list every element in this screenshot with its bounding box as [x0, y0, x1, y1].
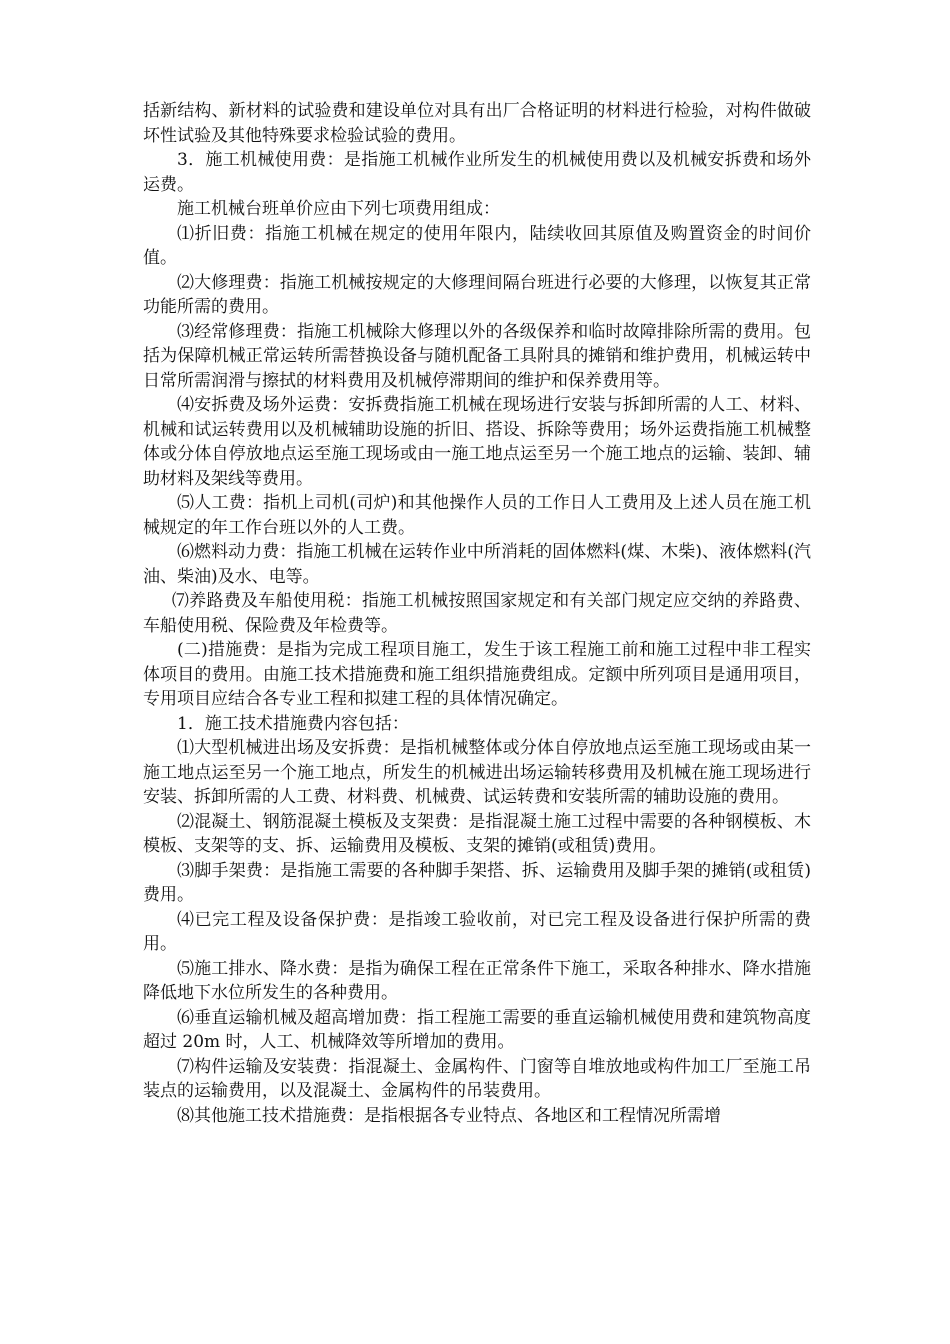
paragraph-machinery-fee: 3．施工机械使用费：是指施工机械作业所发生的机械使用费以及机械安拆费和场外运费。 — [143, 150, 811, 195]
paragraph-protection: ⑷已完工程及设备保护费：是指竣工验收前，对已完工程及设备进行保护所需的费用。 — [143, 909, 811, 954]
paragraph-continuation: 括新结构、新材料的试验费和建设单位对具有出厂合格证明的材料进行检验，对构件做破坏性试验及其他特殊要求检验试验的费用。 — [143, 101, 811, 146]
paragraph-technical-measures-heading: 1．施工技术措施费内容包括： — [177, 713, 409, 734]
paragraph-fuel-power: ⑹燃料动力费：指施工机械在运转作业中所消耗的固体燃料(煤、木柴)、液体燃料(汽油、柴油)及水、电等。 — [143, 542, 811, 587]
paragraph-road-tax: ⑺养路费及车船使用税：指施工机械按照国家规定和有关部门规定应交纳的养路费、车船使用税、保险费及年检费等。 — [143, 591, 811, 636]
paragraph-routine-repair: ⑶经常修理费：指施工机械除大修理以外的各级保养和临时故障排除所需的费用。包括为保障机械正常运转所需替换设备与随机配备工具附具的摊销和维护费用，机械运转中日常所需润滑与擦拭的材料费用及机械停滞期间的维护和保养费用等。 — [143, 321, 811, 391]
paragraph-vertical-transport: ⑹垂直运输机械及超高增加费：指工程施工需要的垂直运输机械使用费和建筑物高度超过 20m 时，人工、机械降效等所增加的费用。 — [143, 1007, 811, 1052]
paragraph-depreciation: ⑴折旧费：指施工机械在规定的使用年限内，陆续收回其原值及购置资金的时间价值。 — [143, 223, 811, 268]
paragraph-drainage: ⑸施工排水、降水费：是指为确保工程在正常条件下施工，采取各种排水、降水措施降低地下水位所发生的各种费用。 — [143, 958, 811, 1003]
paragraph-formwork: ⑵混凝土、钢筋混凝土模板及支架费：是指混凝土施工过程中需要的各种钢模板、木模板、支架等的支、拆、运输费用及模板、支架的摊销(或租赁)费用。 — [143, 811, 811, 856]
paragraph-measures-fee: (二)措施费：是指为完成工程项目施工，发生于该工程施工前和施工过程中非工程实体项目的费用。由施工技术措施费和施工组织措施费组成。定额中所列项目是通用项目，专用项目应结合各专业工程和拟建工程的具体情况确定。 — [143, 640, 811, 709]
paragraph-scaffolding: ⑶脚手架费：是指施工需要的各种脚手架搭、拆、运输费用及脚手架的摊销(或租赁)费用。 — [143, 860, 811, 905]
paragraph-other-technical: ⑻其他施工技术措施费：是指根据各专业特点、各地区和工程情况所需增 — [177, 1105, 721, 1126]
paragraph-shift-unit-price: 施工机械台班单价应由下列七项费用组成： — [177, 199, 500, 219]
document-body — [143, 99, 811, 1128]
paragraph-large-machinery: ⑴大型机械进出场及安拆费：是指机械整体或分体自停放地点运至施工现场或由某一施工地点运至另一个施工地点，所发生的机械进出场运输转移费用及机械在施工现场进行安装、拆卸所需的人工费、材料费、机械费、试运转费和安装所需的辅助设施的费用。 — [143, 738, 811, 807]
paragraph-labor: ⑸人工费：指机上司机(司炉)和其他操作人员的工作日人工费用及上述人员在施工机械规定的年工作台班以外的人工费。 — [143, 493, 811, 538]
paragraph-installation-transport: ⑷安拆费及场外运费：安拆费指施工机械在现场进行安装与拆卸所需的人工、材料、机械和试运转费用以及机械辅助设施的折旧、搭设、拆除等费用；场外运费指施工机械整体或分体自停放地点运至施工现场或由一施工地点运至另一个施工地点的运输、装卸、辅助材料及架线等费用。 — [143, 395, 811, 489]
paragraph-overhaul: ⑵大修理费：指施工机械按规定的大修理间隔台班进行必要的大修理，以恢复其正常功能所需的费用。 — [143, 272, 811, 317]
paragraph-component-transport: ⑺构件运输及安装费：指混凝土、金属构件、门窗等自堆放地或构件加工厂至施工吊装点的运输费用，以及混凝土、金属构件的吊装费用。 — [143, 1056, 811, 1101]
